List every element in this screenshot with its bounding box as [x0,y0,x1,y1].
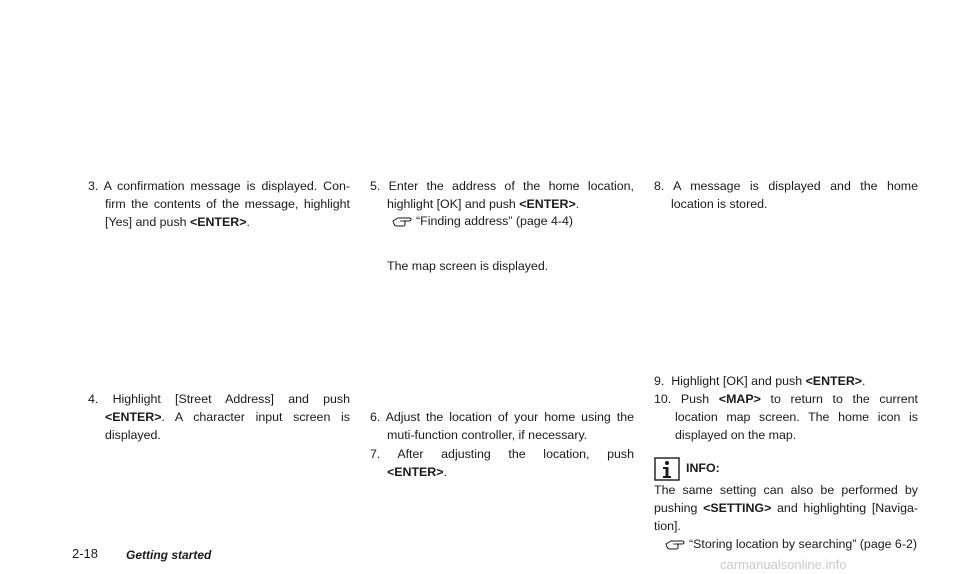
step-7: 7. After adjusting the location, push <ENTER>. [370,447,634,479]
step-number: 6. [370,410,381,424]
pointing-hand-icon [392,214,412,228]
info-text: The same setting can also be performed by [654,483,918,497]
step-text: displayed. [105,428,161,442]
step-text: A confirmation message is displayed. Con- [103,179,350,193]
step-9: 9. Highlight [OK] and push <ENTER>. [654,374,866,388]
step-text: After adjusting the location, push [397,447,634,461]
watermark: carmanualsonline.info [720,557,847,572]
step-number: 3. [88,179,99,193]
step-text: Highlight [OK] and push [671,374,806,388]
key-name: <MAP> [718,392,761,406]
step-text: location map screen. The home icon is [675,410,918,424]
key-name: <SETTING> [703,501,772,515]
page-number: 2-18 [72,546,99,561]
xref-finding-address[interactable] [392,212,573,230]
key-name: <ENTER> [805,374,863,388]
step-text: Highlight [Street Address] and push [112,392,350,406]
step-text: firm the contents of the message, highlight [105,197,350,211]
step-5: 5. Enter the address of the home location, highlight [OK] and push <ENTER>. [370,179,634,211]
key-name: <ENTER> [105,410,162,424]
step-text: muti-function controller, if necessary. [387,428,588,442]
step-text: A message is displayed and the home [673,179,918,193]
info-text: tion]. [654,519,681,533]
key-name: <ENTER> [189,215,247,229]
info-note [654,481,918,535]
step-4 [88,390,350,444]
info-label: INFO: [686,461,720,475]
xref-text: “Storing location by searching” (page 6-2) [689,537,917,551]
info-text: and highlighting [Naviga- [771,501,918,515]
key-name: <ENTER> [387,465,444,479]
step-number: 7. [370,447,381,461]
section-title: Getting started [126,548,212,562]
step-8 [654,177,918,213]
step-10 [654,390,918,444]
xref-storing-location[interactable] [665,535,917,553]
step-text: Enter the address of the home location, [388,179,634,193]
xref-text: “Finding address” (page 4-4) [416,214,574,228]
step-number: 4. [88,392,99,406]
pointing-hand-icon [665,537,685,551]
map-displayed-note: The map screen is displayed. [387,259,549,273]
step-text: Adjust the location of your home using the [385,410,634,424]
step-text: Push [680,392,719,406]
info-text: pushing [654,501,704,515]
step-text: displayed on the map. [675,428,797,442]
key-name: <ENTER> [519,197,576,211]
step-number: 5. [370,179,381,193]
step-text: highlight [OK] and push [387,197,520,211]
step-number: 10. [654,392,672,406]
step-text: [Yes] and push [105,215,190,229]
step-number: 8. [654,179,665,193]
step-3: 3. A confirmation message is displayed. Con- firm the contents of the message, highlight [Yes] and push <ENTER>. [88,179,350,229]
step-6 [370,408,634,444]
step-number: 9. [654,374,665,388]
step-text: . A character input screen is [161,410,350,424]
step-text: location is stored. [671,197,768,211]
step-text: to return to the current [760,392,918,406]
